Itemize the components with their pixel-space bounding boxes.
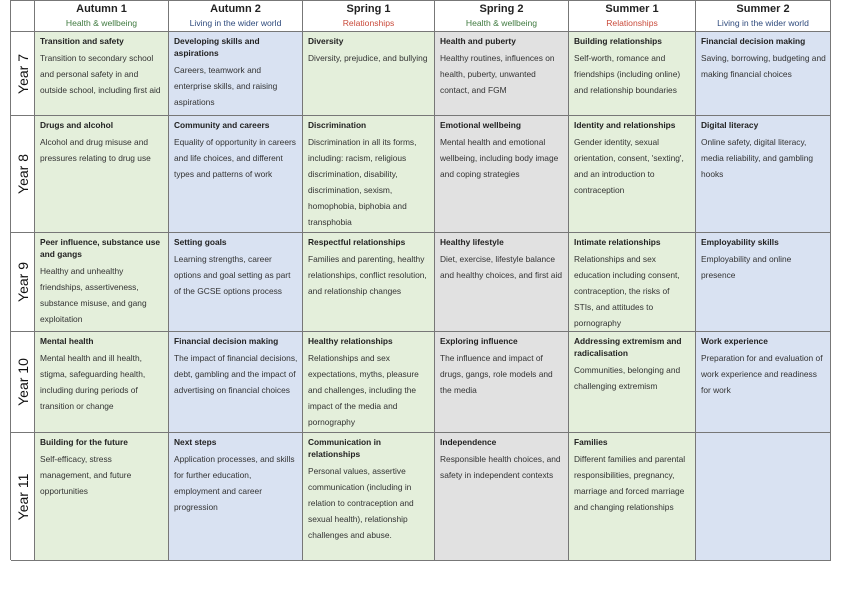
topic-cell <box>569 332 696 433</box>
topic-cell <box>169 433 303 561</box>
topic-title: Respectful relationships <box>308 237 406 247</box>
theme-label: Relationships <box>606 18 658 28</box>
topic-cell <box>169 332 303 433</box>
topic-description: Preparation for and evaluation of work experience and readiness for work <box>701 353 823 395</box>
year-label: Year 11 <box>14 473 31 520</box>
topic-description: Diversity, prejudice, and bullying <box>308 53 428 63</box>
year-label-cell <box>11 433 35 561</box>
term-label: Summer 2 <box>736 3 790 15</box>
topic-cell-empty <box>696 433 831 561</box>
year-label-cell <box>11 233 35 332</box>
term-label: Spring 2 <box>479 3 524 15</box>
column-header <box>569 1 696 32</box>
topic-description: Transition to secondary school and personal safety in and outside school, including first aid <box>40 53 161 95</box>
theme-label: Health & wellbeing <box>465 18 538 28</box>
topic-description: Careers, teamwork and enterprise skills, and raising aspirations <box>174 65 278 107</box>
topic-title: Families <box>574 437 608 447</box>
topic-cell <box>169 233 303 332</box>
topic-cell <box>303 332 435 433</box>
theme-label: Living in the wider world <box>717 18 809 28</box>
topic-cell <box>696 332 831 433</box>
topic-title: Discrimination <box>308 120 367 130</box>
topic-title: Peer influence, substance use and gangs <box>40 237 161 259</box>
column-header <box>696 1 831 32</box>
term-label: Spring 1 <box>346 3 391 15</box>
topic-title: Next steps <box>174 437 217 447</box>
topic-cell <box>569 32 696 116</box>
topic-cell <box>435 32 569 116</box>
topic-description: Different families and parental responsibilities, pregnancy, marriage and forced marriage and changing relationships <box>574 454 686 512</box>
topic-title: Digital literacy <box>701 120 759 130</box>
year-label: Year 9 <box>14 262 31 302</box>
topic-title: Independence <box>440 437 497 447</box>
topic-title: Addressing extremism and radicalisation <box>574 336 682 358</box>
topic-description: Relationships and sex education including consent, contraception, the risks of STIs, and attitudes to pornography <box>574 254 680 328</box>
topic-title: Diversity <box>308 36 344 46</box>
topic-cell <box>435 332 569 433</box>
topic-cell <box>569 233 696 332</box>
topic-title: Community and careers <box>174 120 270 130</box>
topic-title: Building relationships <box>574 36 662 46</box>
column-header <box>435 1 569 32</box>
topic-description: Self-worth, romance and friendships (including online) and relationship boundaries <box>574 53 681 95</box>
topic-title: Exploring influence <box>440 336 518 346</box>
topic-description: Employability and online presence <box>701 254 792 280</box>
topic-title: Developing skills and aspirations <box>174 36 260 58</box>
term-label: Summer 1 <box>605 3 659 15</box>
topic-description: Online safety, digital literacy, media reliability, and gambling hooks <box>701 137 814 179</box>
topic-description: Gender identity, sexual orientation, consent, 'sexting', and an introduction to contraception <box>574 137 684 195</box>
topic-title: Emotional wellbeing <box>440 120 521 130</box>
topic-title: Building for the future <box>40 437 128 447</box>
year-label-cell <box>11 116 35 233</box>
topic-description: Discrimination in all its forms, including: racism, religious discrimination, disability, discrimination, sexism, homophobia, biphobia and transphobia <box>308 137 417 227</box>
topic-description: The influence and impact of drugs, gangs, role models and the media <box>440 353 553 395</box>
year-label: Year 8 <box>14 154 31 194</box>
topic-description: The impact of financial decisions, debt, gambling and the impact of advertising on financial choices <box>174 353 298 395</box>
topic-cell <box>303 433 435 561</box>
topic-title: Financial decision making <box>701 36 806 46</box>
topic-description: Mental health and ill health, stigma, safeguarding health, including during periods of transition or change <box>40 353 146 411</box>
topic-description: Alcohol and drug misuse and pressures relating to drug use <box>40 137 151 163</box>
year-label: Year 7 <box>14 53 31 94</box>
column-header <box>169 1 303 32</box>
topic-title: Financial decision making <box>174 336 279 346</box>
topic-cell <box>35 32 169 116</box>
topic-cell <box>569 116 696 233</box>
topic-cell <box>696 233 831 332</box>
topic-description: Equality of opportunity in careers and life choices, and different types and patterns of work <box>174 137 296 179</box>
topic-description: Families and parenting, healthy relationships, conflict resolution, and relationship changes <box>308 254 427 296</box>
topic-title: Employability skills <box>701 237 779 247</box>
topic-title: Transition and safety <box>40 36 124 46</box>
topic-title: Mental health <box>40 336 94 346</box>
year-label-cell <box>11 32 35 116</box>
theme-label: Living in the wider world <box>189 18 282 28</box>
topic-description: Learning strengths, career options and goal setting as part of the GCSE options process <box>174 254 291 296</box>
topic-cell <box>696 116 831 233</box>
topic-cell <box>303 32 435 116</box>
theme-label: Health & wellbeing <box>65 18 138 28</box>
term-label: Autumn 1 <box>76 3 127 15</box>
year-label: Year 10 <box>14 358 31 406</box>
topic-description: Healthy routines, influences on health, puberty, unwanted contact, and FGM <box>440 53 555 95</box>
topic-description: Relationships and sex expectations, myths, pleasure and challenges, including the impact of the media and pornography <box>308 353 419 427</box>
topic-cell <box>35 116 169 233</box>
topic-title: Healthy lifestyle <box>440 237 504 247</box>
topic-cell <box>169 32 303 116</box>
theme-label: Relationships <box>342 18 395 28</box>
topic-description: Saving, borrowing, budgeting and making financial choices <box>701 53 826 79</box>
table-corner <box>11 1 35 32</box>
topic-description: Healthy and unhealthy friendships, assertiveness, substance misuse, and gang exploitation <box>40 266 147 324</box>
column-header <box>35 1 169 32</box>
topic-cell <box>169 116 303 233</box>
topic-title: Communication in relationships <box>308 437 382 459</box>
topic-description: Personal values, assertive communication (including in relation to contraception and sexual health), relationship challenges and abuse. <box>308 466 414 540</box>
topic-cell <box>35 332 169 433</box>
topic-cell <box>696 32 831 116</box>
topic-cell <box>35 433 169 561</box>
topic-title: Work experience <box>701 336 768 346</box>
topic-cell <box>435 116 569 233</box>
topic-cell <box>303 233 435 332</box>
topic-cell <box>303 116 435 233</box>
topic-title: Identity and relationships <box>574 120 676 130</box>
topic-description: Diet, exercise, lifestyle balance and healthy choices, and first aid <box>440 254 562 280</box>
topic-cell <box>35 233 169 332</box>
curriculum-table <box>10 0 831 560</box>
year-label-cell <box>11 332 35 433</box>
topic-cell <box>569 433 696 561</box>
topic-description: Self-efficacy, stress management, and future opportunities <box>40 454 132 496</box>
topic-description: Application processes, and skills for further education, employment and career progression <box>174 454 295 512</box>
topic-title: Drugs and alcohol <box>40 120 114 130</box>
column-header <box>303 1 435 32</box>
topic-description: Communities, belonging and challenging extremism <box>574 365 681 391</box>
topic-cell <box>435 233 569 332</box>
topic-title: Intimate relationships <box>574 237 661 247</box>
term-label: Autumn 2 <box>210 3 261 15</box>
topic-title: Health and puberty <box>440 36 516 46</box>
topic-title: Setting goals <box>174 237 227 247</box>
topic-title: Healthy relationships <box>308 336 393 346</box>
topic-description: Responsible health choices, and safety in independent contexts <box>440 454 561 480</box>
topic-cell <box>435 433 569 561</box>
topic-description: Mental health and emotional wellbeing, including body image and coping strategies <box>440 137 559 179</box>
